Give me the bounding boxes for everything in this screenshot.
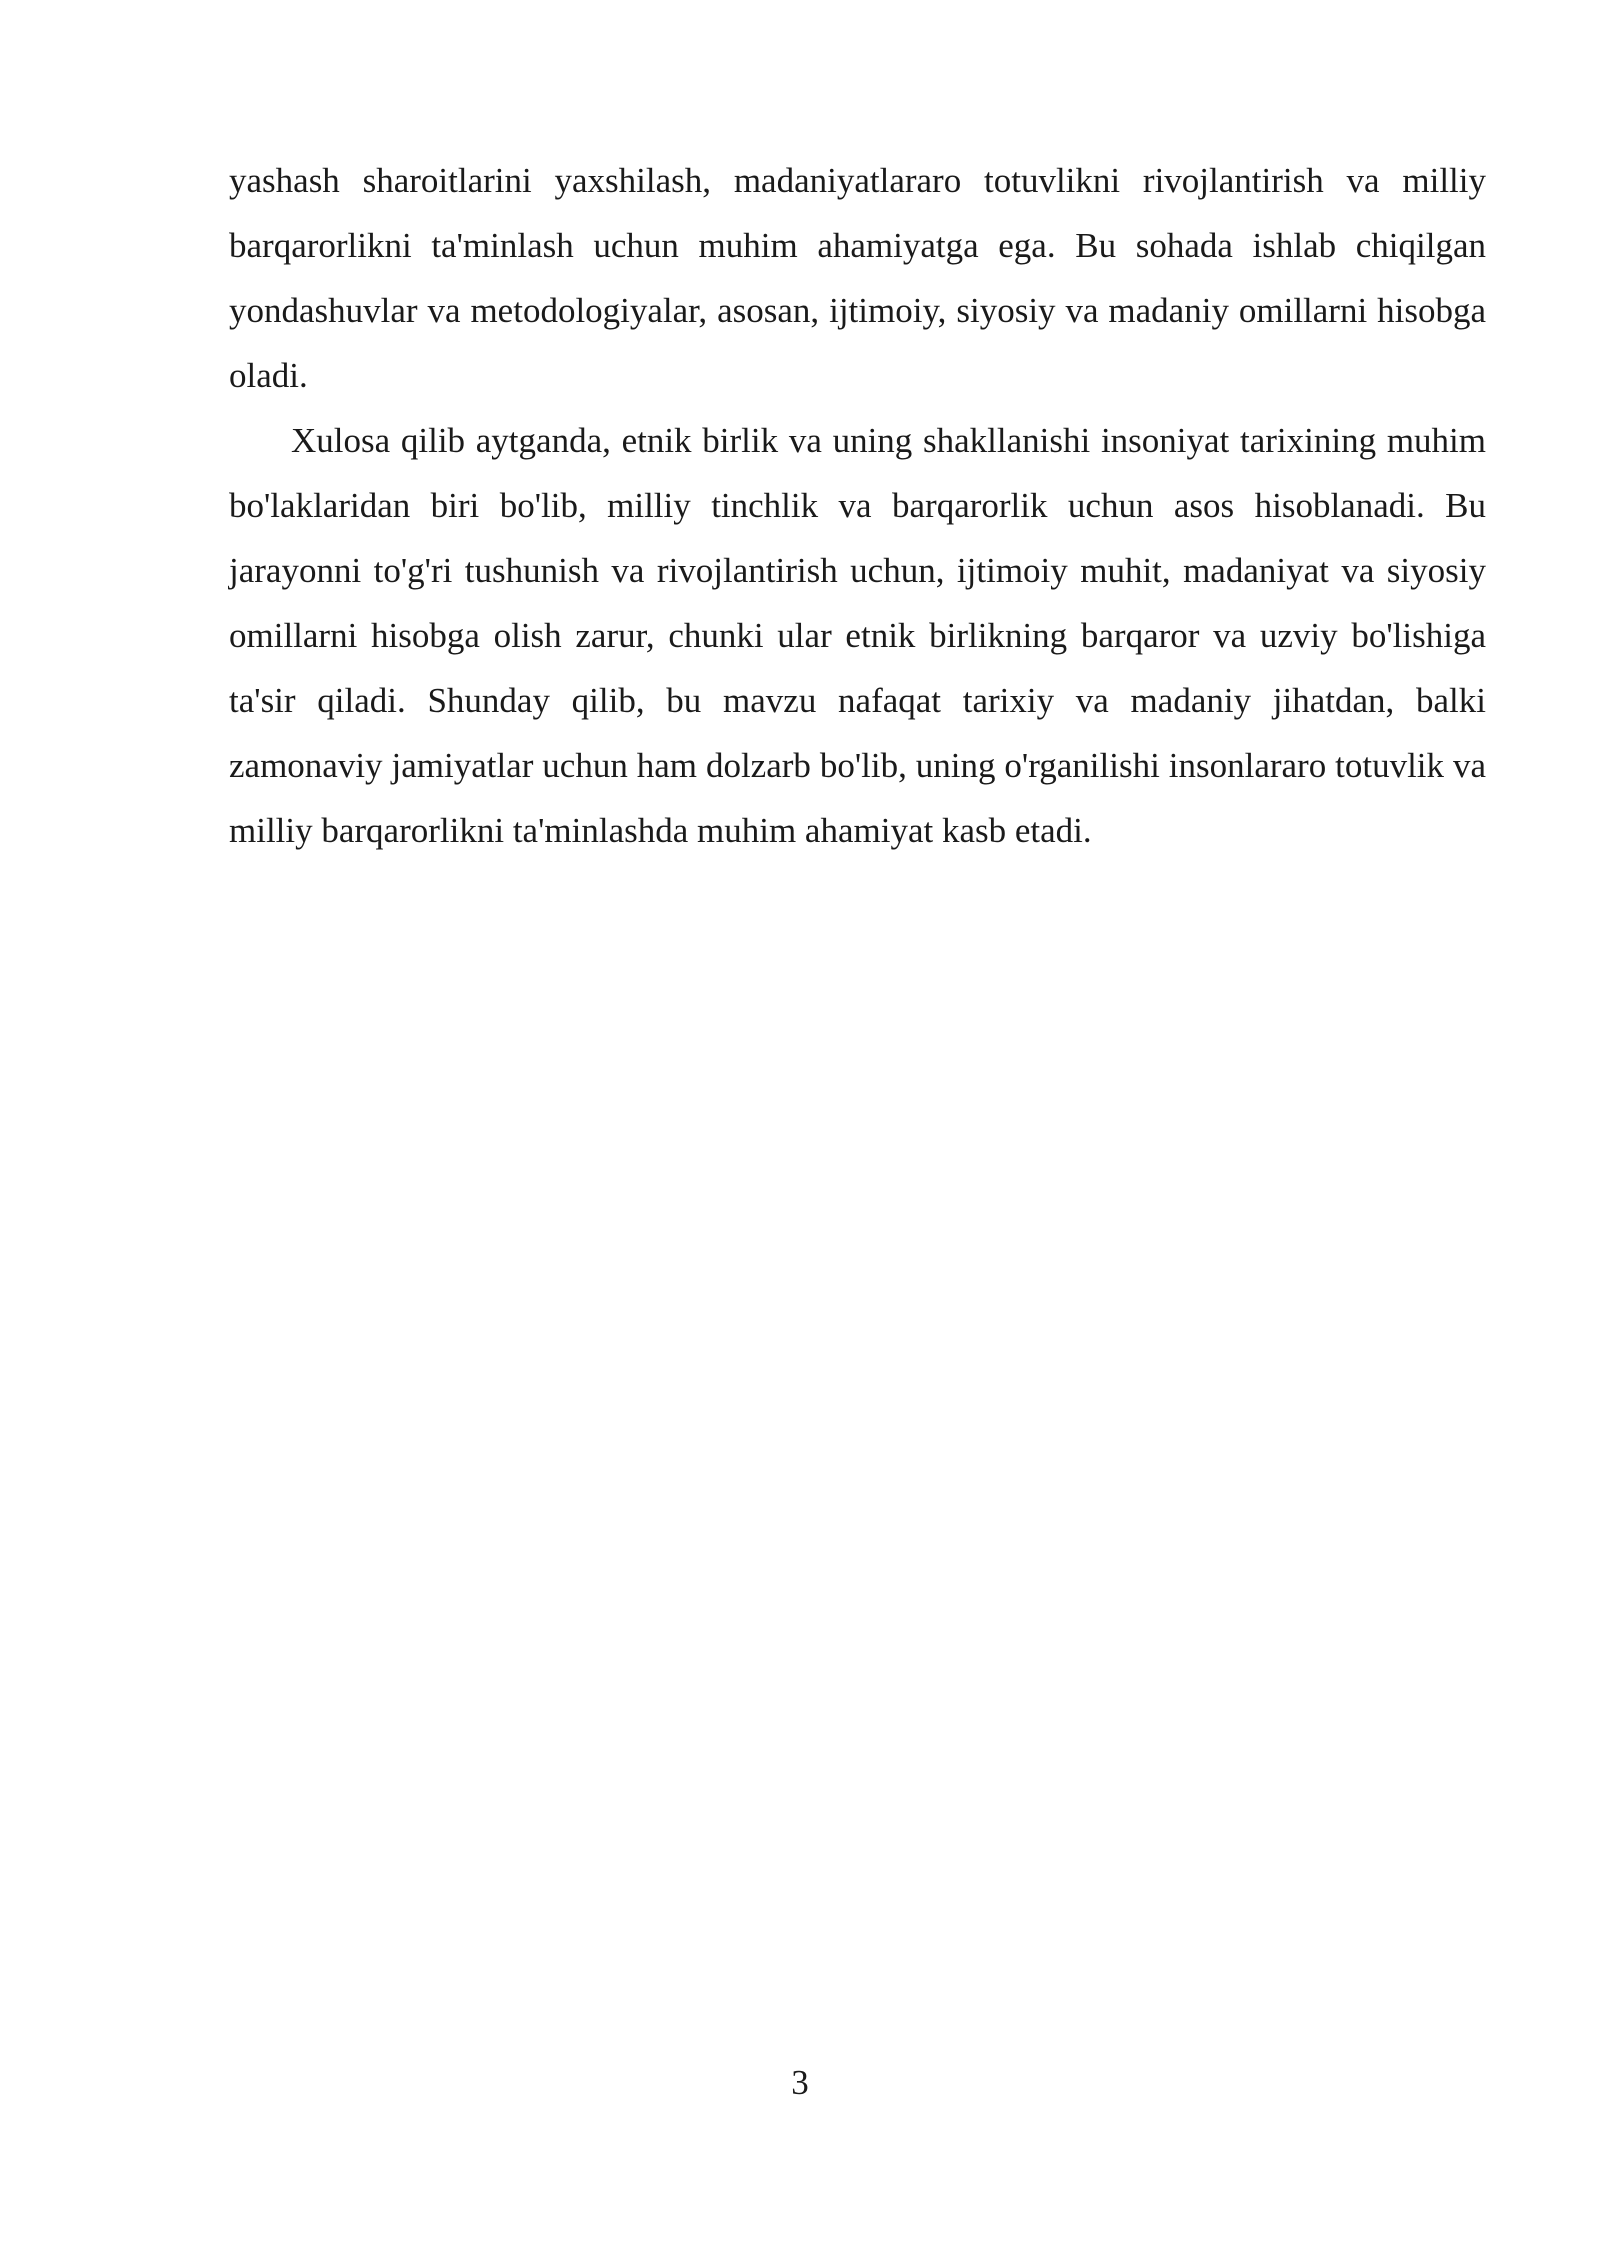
- page-body-text: [229, 148, 1486, 863]
- page-number: 3: [791, 2063, 809, 2102]
- paragraph-continuation: yashash sharoitlarini yaxshilash, madaniyatlararo totuvlikni rivojlantirish va milliy barqarorlikni ta'minlash uchun muhim ahamiyatga ega. Bu sohada ishlab chiqilgan yondashuvlar va metodologiyalar, asosan, ijtimoiy, siyosiy va madaniy omillarni hisobga oladi.: [229, 161, 1486, 395]
- paragraph-conclusion: Xulosa qilib aytganda, etnik birlik va uning shakllanishi insoniyat tarixining muhim bo'laklaridan biri bo'lib, milliy tinchlik va barqarorlik uchun asos hisoblanadi. Bu jarayonni to'g'ri tushunish va rivojlantirish uchun, ijtimoiy muhit, madaniyat va siyosiy omillarni hisobga olish zarur, chunki ular etnik birlikning barqaror va uzviy bo'lishiga ta'sir qiladi. Shunday qilib, bu mavzu nafaqat tarixiy va madaniy jihatdan, balki zamonaviy jamiyatlar uchun ham dolzarb bo'lib, uning o'rganilishi insonlararo totuvlik va milliy barqarorlikni ta'minlashda muhim ahamiyat kasb etadi.: [229, 421, 1486, 850]
